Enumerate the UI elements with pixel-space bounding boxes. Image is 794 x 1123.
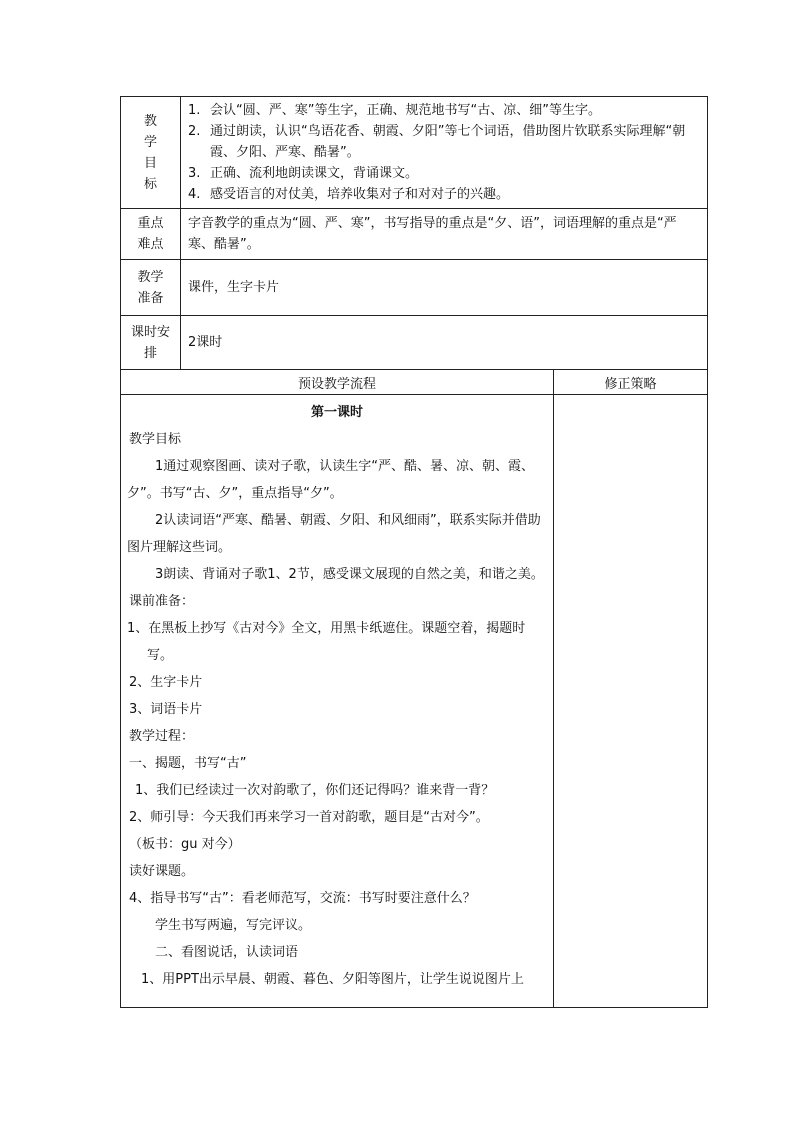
objectives-list: [188, 100, 701, 205]
preparation-content: 课件，生字卡片: [181, 260, 708, 316]
preparation-label: 教学 准备: [121, 260, 181, 316]
objective-item: 3. 正确、流利地朗读课文，背诵课文。: [188, 166, 419, 181]
flow-header-row: [121, 370, 708, 395]
lesson-title: 第一课时: [310, 405, 363, 420]
step-line: 学生书写两遍，写完评议。: [155, 918, 312, 933]
teaching-process: [121, 395, 554, 1008]
prep-line: 3、词语卡片: [129, 702, 203, 717]
objectives-content: [181, 97, 708, 209]
key-points-row: [121, 209, 708, 260]
label-char: 教: [143, 113, 157, 129]
prep-line: 1、在黑板上抄写《古对今》全文，用黑卡纸遮住。课题空着，揭题时写。: [127, 621, 526, 663]
objective-line: 3朗读、背诵对子歌1、2节，感受课文展现的自然之美，和谐之美。: [155, 567, 544, 582]
step-heading: 一、揭题，书写“古”: [129, 756, 247, 771]
step-line: 2、师引导：今天我们再来学习一首对韵歌，题目是“古对今”。: [129, 810, 489, 825]
section-heading: 教学目标: [129, 432, 182, 447]
objective-item: 2. 通过朗读，认识“鸟语花香、朝霞、夕阳”等七个词语，借助图片钦联系实际理解“朝霞、夕阳、严寒、酷暑”。: [188, 124, 686, 160]
objectives-label: [121, 97, 181, 209]
key-points-content: 字音教学的重点为“圆、严、寒”，书写指导的重点是“夕、语”，词语理解的重点是“严寒、酷暑”。: [181, 209, 708, 260]
preparation-row: [121, 260, 708, 316]
step-line: 1、用PPT出示早晨、朝霞、暮色、夕阳等图片，让学生说说图片上: [141, 972, 524, 987]
schedule-content: 2课时: [181, 316, 708, 370]
key-points-label: 重点 难点: [121, 209, 181, 260]
lesson-plan-table: [120, 96, 708, 1008]
step-line: （板书：gu 对今）: [129, 837, 241, 852]
schedule-row: [121, 316, 708, 370]
label-char: 目: [143, 155, 157, 171]
flow-header-left: 预设教学流程: [121, 370, 554, 395]
schedule-label: 课时安 排: [121, 316, 181, 370]
revision-strategy-cell: [554, 395, 708, 1008]
flow-header-right: 修正策略: [554, 370, 708, 395]
objective-line: 2认读词语“严寒、酷暑、朝霞、夕阳、和风细雨”，联系实际并借助图片理解这些词。: [127, 513, 541, 555]
objective-item: 1. 会认“圆、严、寒”等生字，正确、规范地书写“古、凉、细”等生字。: [188, 103, 601, 118]
step-line: 1、我们已经读过一次对韵歌了，你们还记得吗？谁来背一背？: [135, 783, 495, 798]
section-heading: 教学过程：: [129, 729, 195, 744]
step-heading: 二、看图说话，认读词语: [155, 945, 299, 960]
step-line: 4、指导书写“古”：看老师范写，交流：书写时要注意什么？: [129, 891, 476, 906]
label-char: 标: [143, 176, 157, 192]
section-heading: 课前准备：: [129, 594, 195, 609]
objectives-row: [121, 97, 708, 209]
flow-body-row: [121, 395, 708, 1008]
objective-line: 1通过观察图画、读对子歌，认读生字“严、酷、暑、凉、朝、霞、夕”。书写“古、夕”，重点指导“夕”。: [127, 459, 535, 501]
step-line: 读好课题。: [129, 864, 195, 879]
label-char: 学: [143, 134, 157, 150]
objective-item: 4. 感受语言的对仗美，培养收集对子和对对子的兴趣。: [188, 187, 510, 202]
prep-line: 2、生字卡片: [129, 675, 203, 690]
